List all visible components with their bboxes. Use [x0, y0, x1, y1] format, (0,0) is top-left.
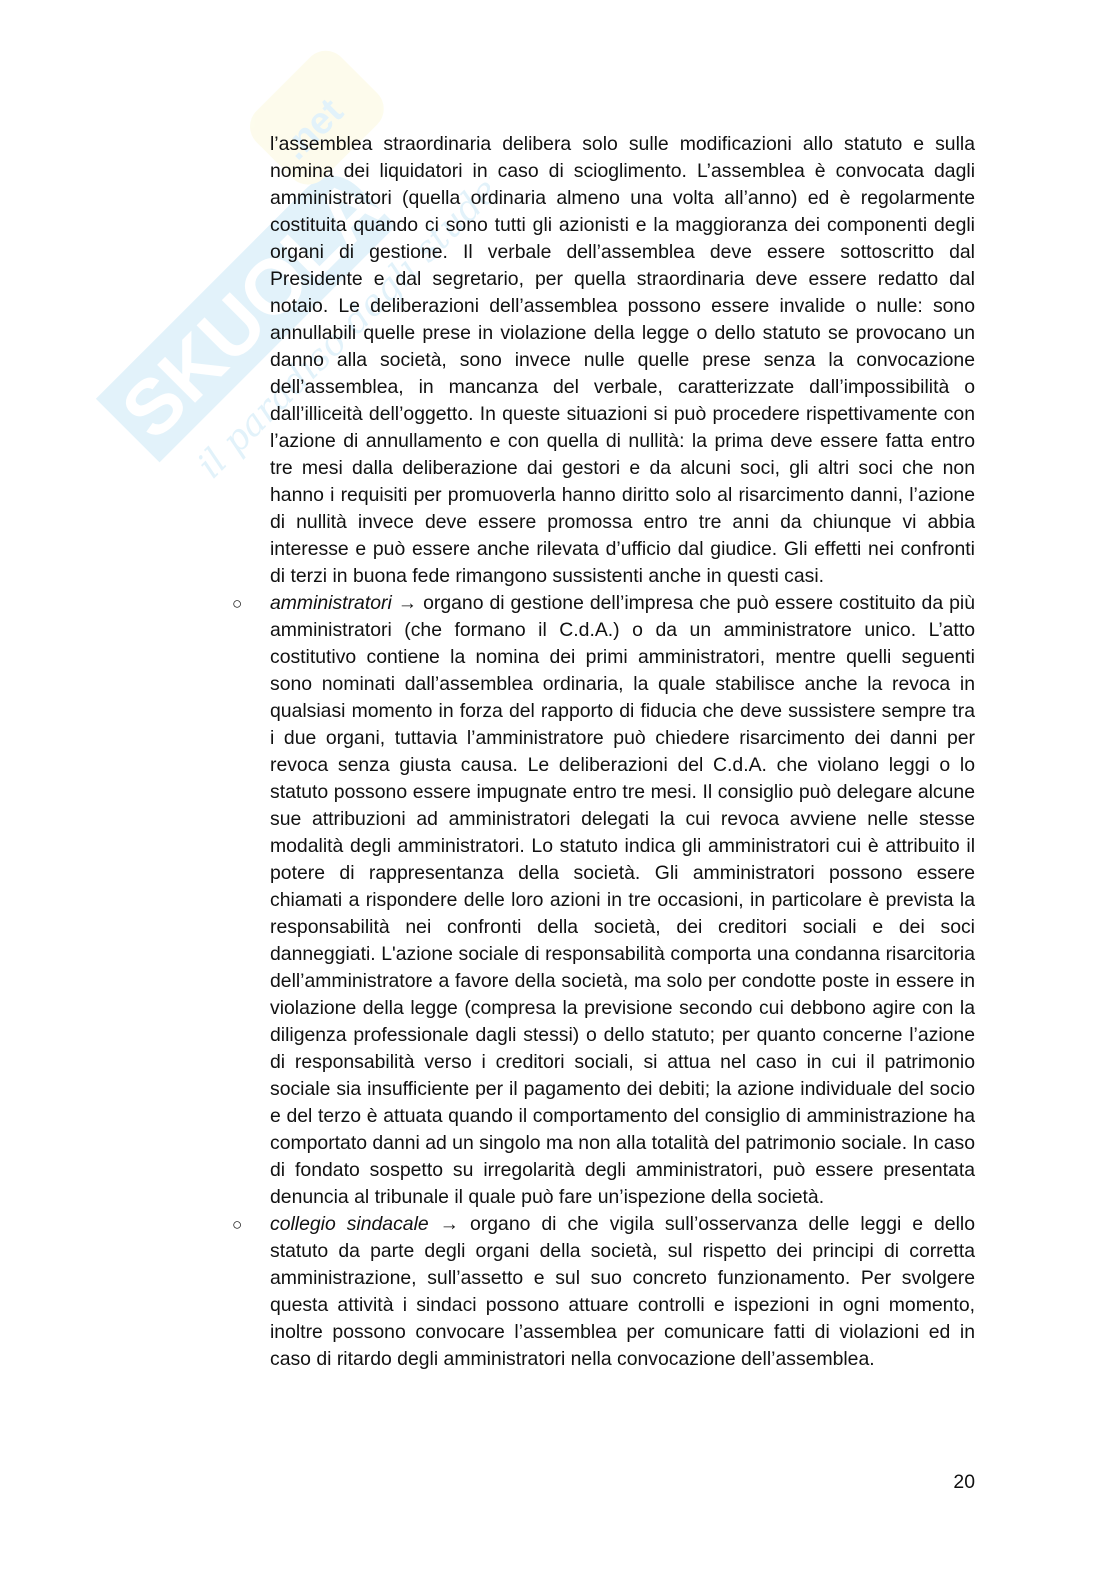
list-item-collegio-sindacale	[232, 1211, 976, 1373]
intro-paragraph: l’assemblea straordinaria delibera solo sulle modificazioni allo statuto e sulla nomina dei liquidatori in caso di scioglimento. L’assemblea è convocata dagli amministratori (quella ordinaria almeno una volta all’anno) ed è regolarmente costituita quando ci sono tutti gli azionisti e la maggioranza dei componenti degli organi di gestione. Il verbale dell’assemblea deve essere sottoscritto dal Presidente e dal segretario, per quella straordinaria deve essere redatto dal notaio. Le deliberazioni dell’assemblea possono essere invalide o nulle: sono annullabili quelle prese in violazione della legge o dello statuto se provocano un danno alla società, sono invece nulle quelle prese senza la convocazione dell’assemblea, in mancanza del verbale, caratterizzate dall’impossibilità o dall’illiceità dell’oggetto. In queste situazioni si può procedere rispettivamente con l’azione di annullamento e con quella di nullità: la prima deve essere fatta entro tre mesi dalla deliberazione dai gestori e da alcuni soci, gli altri soci che non hanno i requisiti per promuoverla hanno diritto solo al risarcimento danni, l’azione di nullità invece deve essere promossa entro tre anni da chiunque vi abbia interesse e può essere anche rilevata d’ufficio dal giudice. Gli effetti nei confronti di terzi in buona fede rimangono sussistenti anche in questi casi.	[270, 133, 975, 587]
circle-bullet-icon: ○	[232, 1215, 243, 1234]
term-amministratori: amministratori	[270, 592, 392, 614]
svg-text:SKUOLA: SKUOLA	[104, 160, 400, 456]
circle-bullet-icon: ○	[232, 594, 243, 613]
term-collegio-sindacale: collegio sindacale	[270, 1213, 429, 1235]
item-description: organo di che vigila sull’osservanza delle leggi e dello statuto da parte degli organi della società, sul rispetto dei principi di corretta amministrazione, sull’assetto e sul suo concreto funzionamento. Per svolgere questa attività i sindaci possono attuare controlli e ispezioni in ogni momento, inoltre possono convocare l’assemblea per comunicare fatti di violazioni ed in caso di ritardo degli amministratori nella convocazione dell’assemblea.	[270, 1213, 976, 1370]
svg-text:.net: .net	[274, 90, 352, 169]
arrow-icon: →	[397, 592, 418, 614]
list-item-amministratori	[232, 590, 975, 1211]
item-description: organo di gestione dell’impresa che può essere costituito da più amministratori (che formano il C.d.A.) o da un amministratore unico. L’atto costitutivo contiene la nomina dei primi amministratori, mentre quelli seguenti sono nominati dall’assemblea ordinaria, la quale stabilisce anche la revoca in qualsiasi momento in forza del rapporto di fiducia che deve sussistere sempre tra i due organi, tuttavia l’amministratore può chiedere risarcimento dei danni per revoca senza giusta causa. Le deliberazioni del C.d.A. che violano leggi o lo statuto possono essere impugnate entro tre mesi. Il consiglio può delegare alcune sue attribuzioni ad amministratori delegati la cui revoca avviene nelle stesse modalità degli amministratori. Lo statuto indica gli amministratori cui è attribuito il potere di rappresentanza della società. Gli amministratori possono essere chiamati a rispondere delle loro azioni in tre occasioni, in particolare è prevista la responsabilità nei confronti della società, dei creditori sociali e dei soci danneggiati. L'azione sociale di responsabilità comporta una condanna risarcitoria dell’amministratore a favore della società, ma solo per condotte poste in essere in violazione della legge (compresa la previsione secondo cui debbono agire con la diligenza professionale dagli stessi) o dello statuto; per quanto concerne l’azione di responsabilità verso i creditori sociali, si attua nel caso in cui il patrimonio sociale sia insufficiente per il pagamento dei debiti; la azione individuale del socio e del terzo è attuata quando il comportamento del consiglio di amministrazione ha comportato danni ad un singolo ma non alla totalità del patrimonio sociale. In caso di fondato sospetto su irregolarità degli amministratori, può essere presentata denuncia al tribunale il quale può fare un’ispezione della società.	[270, 592, 975, 1208]
svg-text:il paradiso degli studenti: il paradiso degli studenti	[189, 135, 490, 487]
page-number: 20	[953, 1471, 975, 1493]
arrow-icon: →	[439, 1213, 460, 1235]
